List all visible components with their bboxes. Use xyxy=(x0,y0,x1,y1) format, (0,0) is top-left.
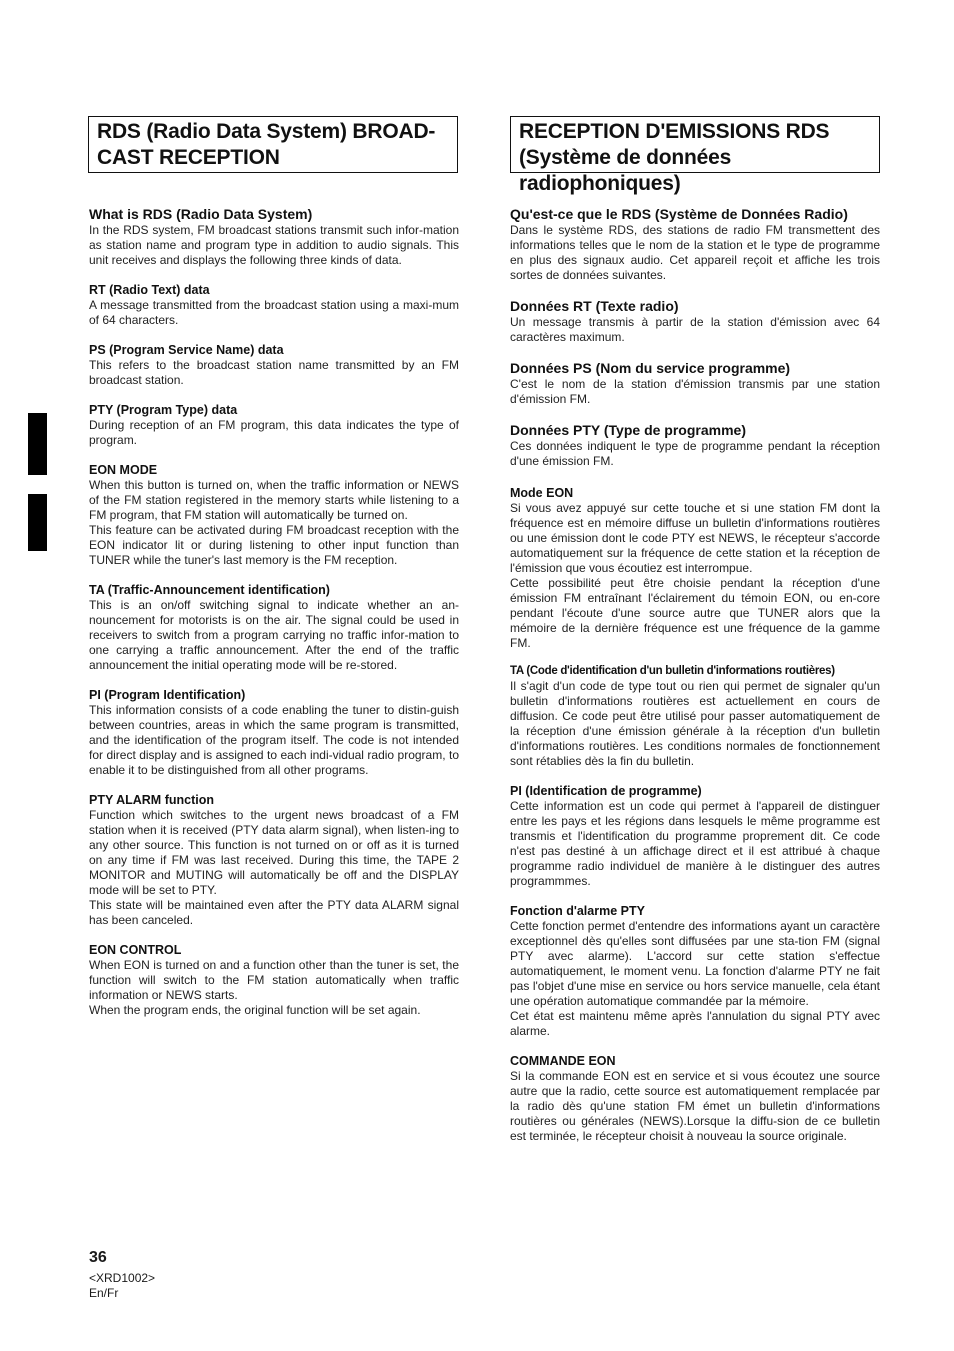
section xyxy=(89,282,459,328)
section-heading: PS (Program Service Name) data xyxy=(89,343,284,357)
section-body: Un message transmis à partir de la station d'émission avec 64 caractères maximum. xyxy=(510,315,880,344)
section-heading: PI (Identification de programme) xyxy=(510,784,702,798)
section xyxy=(510,783,880,889)
section xyxy=(89,342,459,388)
section xyxy=(89,205,459,268)
section-body: This information consists of a code enabling the tuner to distin-guish between countries, areas in which the same program is transmitted, and the identification of the program itself. The code is not intended for direct display and is assigned to each indi-vidual radio program, to enable it to be distinguished from all other programs. xyxy=(89,703,459,777)
section-heading: Qu'est-ce que le RDS (Système de Données Radio) xyxy=(510,206,848,222)
section xyxy=(89,582,459,673)
section-heading: Données RT (Texte radio) xyxy=(510,298,679,314)
section-heading: TA (Code d'identification d'un bulletin d'informations routières) xyxy=(510,665,835,677)
section-heading: Fonction d'alarme PTY xyxy=(510,904,645,918)
page-title-en: RDS (Radio Data System) BROAD- CAST RECEPTION xyxy=(97,120,436,169)
side-tab-marker-top xyxy=(28,413,47,475)
section-heading: PTY (Program Type) data xyxy=(89,403,238,417)
section-body: Cette information est un code qui permet à l'appareil de distinguer entre les pays et les régions dans lesquels le même programme est transmis et l'identification du programme proprement dit. Ce code n'est pas destiné à un affichage direct et il est attribué à chaque programme radio individuel de manière à le distinguer des autres programmmes. xyxy=(510,799,880,888)
document-code: <XRD1002> xyxy=(89,1271,156,1285)
french-column xyxy=(510,193,880,1144)
section-heading: COMMANDE EON xyxy=(510,1054,616,1068)
section xyxy=(510,1053,880,1144)
section xyxy=(510,485,880,651)
language-code: En/Fr xyxy=(89,1286,119,1300)
section-body: Si la commande EON est en service et si vous écoutez une source autre que la radio, cette source est automatiquement remplacée par la radio dès qu'une station FM émet un bulletin d'informations routières ou générales (NEWS).Lorsque la diffu-sion de ce bulletin est terminée, le récepteur choisit à nouveau la source originale. xyxy=(510,1069,880,1143)
section xyxy=(510,903,880,1039)
section-body: C'est le nom de la station d'émission transmis par une station d'émission FM. xyxy=(510,377,880,406)
section-body: This refers to the broadcast station name transmitted by an FM broadcast station. xyxy=(89,358,459,387)
section-body: Il s'agit d'un code de type tout ou rien qui permet de signaler qu'un bulletin d'informations routières est actuellement en cours de diffusion. Ce code peut être utilisé pour passer automatiquement de la réception d'une émission générale à la réception d'un bulletin d'informations routières. Les conditions normales de fonctionnement sont rétablies dès la fin du bulletin. xyxy=(510,679,880,768)
section xyxy=(89,942,459,1018)
title-box-fr xyxy=(510,116,880,195)
section-heading: EON MODE xyxy=(89,463,158,477)
section-heading: EON CONTROL xyxy=(89,943,182,957)
section-heading: TA (Traffic-Announcement identification) xyxy=(89,583,330,597)
section-heading: Données PTY (Type de programme) xyxy=(510,422,746,438)
section-heading: What is RDS (Radio Data System) xyxy=(89,206,313,222)
section xyxy=(510,297,880,345)
section-heading: RT (Radio Text) data xyxy=(89,283,210,297)
section-heading: Données PS (Nom du service programme) xyxy=(510,360,791,376)
section-body: Ces données indiquent le type de programme pendant la réception d'une émission FM. xyxy=(510,439,880,468)
side-tab-marker-bottom xyxy=(28,494,47,551)
section-heading: PI (Program Identification) xyxy=(89,688,246,702)
section xyxy=(89,402,459,448)
section-body: Function which switches to the urgent news broadcast of a FM station when it is received (PTY data alarm signal), when listen-ing to any other source. This function is not turned on or off as it is turned on any time if FM was last received. During this time, the TAPE 2 MONITOR and MUTING will automatically be off and the DISPLAY mode will be set to PTY. This state will be maintained even after the PTY data ALARM signal has been canceled. xyxy=(89,808,459,927)
section-body: Cette fonction permet d'entendre des informations ayant un caractère exceptionnel dès qu'elles sont diffusées par une sta-tion FM (signal PTY avec alarme). L'accord sur cette station s'effectue automatiquement, le moment venu. La fonction d'alarme PTY ne fait pas l'objet d'une mise en service ou hors service manuelle, cela étant une opération automatique commandée par la mémoire. Cet état est maintenu même après l'annulation du signal PTY avec alarme. xyxy=(510,919,880,1038)
section-heading: PTY ALARM function xyxy=(89,793,214,807)
section-body: When this button is turned on, when the traffic information or NEWS of the FM station registered in the memory starts while listening to a FM program, that FM station will automatically be turned on. This feature can be activated during FM broadcast reception with the EON indicator lit or during listening to other input function than TUNER while the tuner's last memory is the FM reception. xyxy=(89,478,459,567)
section-body: During reception of an FM program, this data indicates the type of program. xyxy=(89,418,459,447)
section-body: In the RDS system, FM broadcast stations transmit such infor-mation as station name and program type in addition to audio signals. This unit receives and displays the following three kinds of data. xyxy=(89,223,459,267)
section-body: A message transmitted from the broadcast station using a maxi-mum of 64 characters. xyxy=(89,298,459,327)
section xyxy=(510,359,880,407)
section xyxy=(510,663,880,769)
section-body: When EON is turned on and a function other than the tuner is set, the function will switch to the FM station automatically when traffic information or NEWS starts. When the program ends, the original function will be set again. xyxy=(89,958,459,1017)
page-title-fr: RECEPTION D'EMISSIONS RDS (Système de données radiophoniques) xyxy=(519,120,830,195)
section-body: Dans le système RDS, des stations de radio FM transmettent des informations telles que le nom de la station et le type de programme en plus des signaux audio. Cet appareil reçoit et affiche les trois sortes de données suivantes. xyxy=(510,223,880,282)
section xyxy=(89,462,459,568)
page-number: 36 xyxy=(89,1249,107,1266)
section xyxy=(89,792,459,928)
title-box-en xyxy=(88,116,458,173)
section xyxy=(89,687,459,778)
section-body: This is an on/off switching signal to indicate whether an an-nouncement for motorists is on the air. The signal could be used in receivers to switch from a program carrying no traffic infor-mation to one carrying a traffic announcement. After the end of the traffic announcement the initial operating mode will be re-stored. xyxy=(89,598,459,672)
section xyxy=(510,421,880,469)
section-body: Si vous avez appuyé sur cette touche et si une station FM dont la fréquence est en mémoire diffuse un bulletin d'informations routières ou une émission dont le code PTY est NEWS, le récepteur s'accorde automatiquement sur la fréquence de cette station et la réception de l'émission que vous écoutiez est interrompue. Cette possibilité peut être choisie pendant la réception d'une émission FM entraînant l'éclairement du témoin EON, ou en-core pendant l'écoute d'une source autre que TUNER alors que la mémoire de la dernière fréquence est une fréquence de la gamme FM. xyxy=(510,501,880,650)
english-column xyxy=(89,193,459,1018)
section-heading: Mode EON xyxy=(510,486,574,500)
section xyxy=(510,205,880,283)
